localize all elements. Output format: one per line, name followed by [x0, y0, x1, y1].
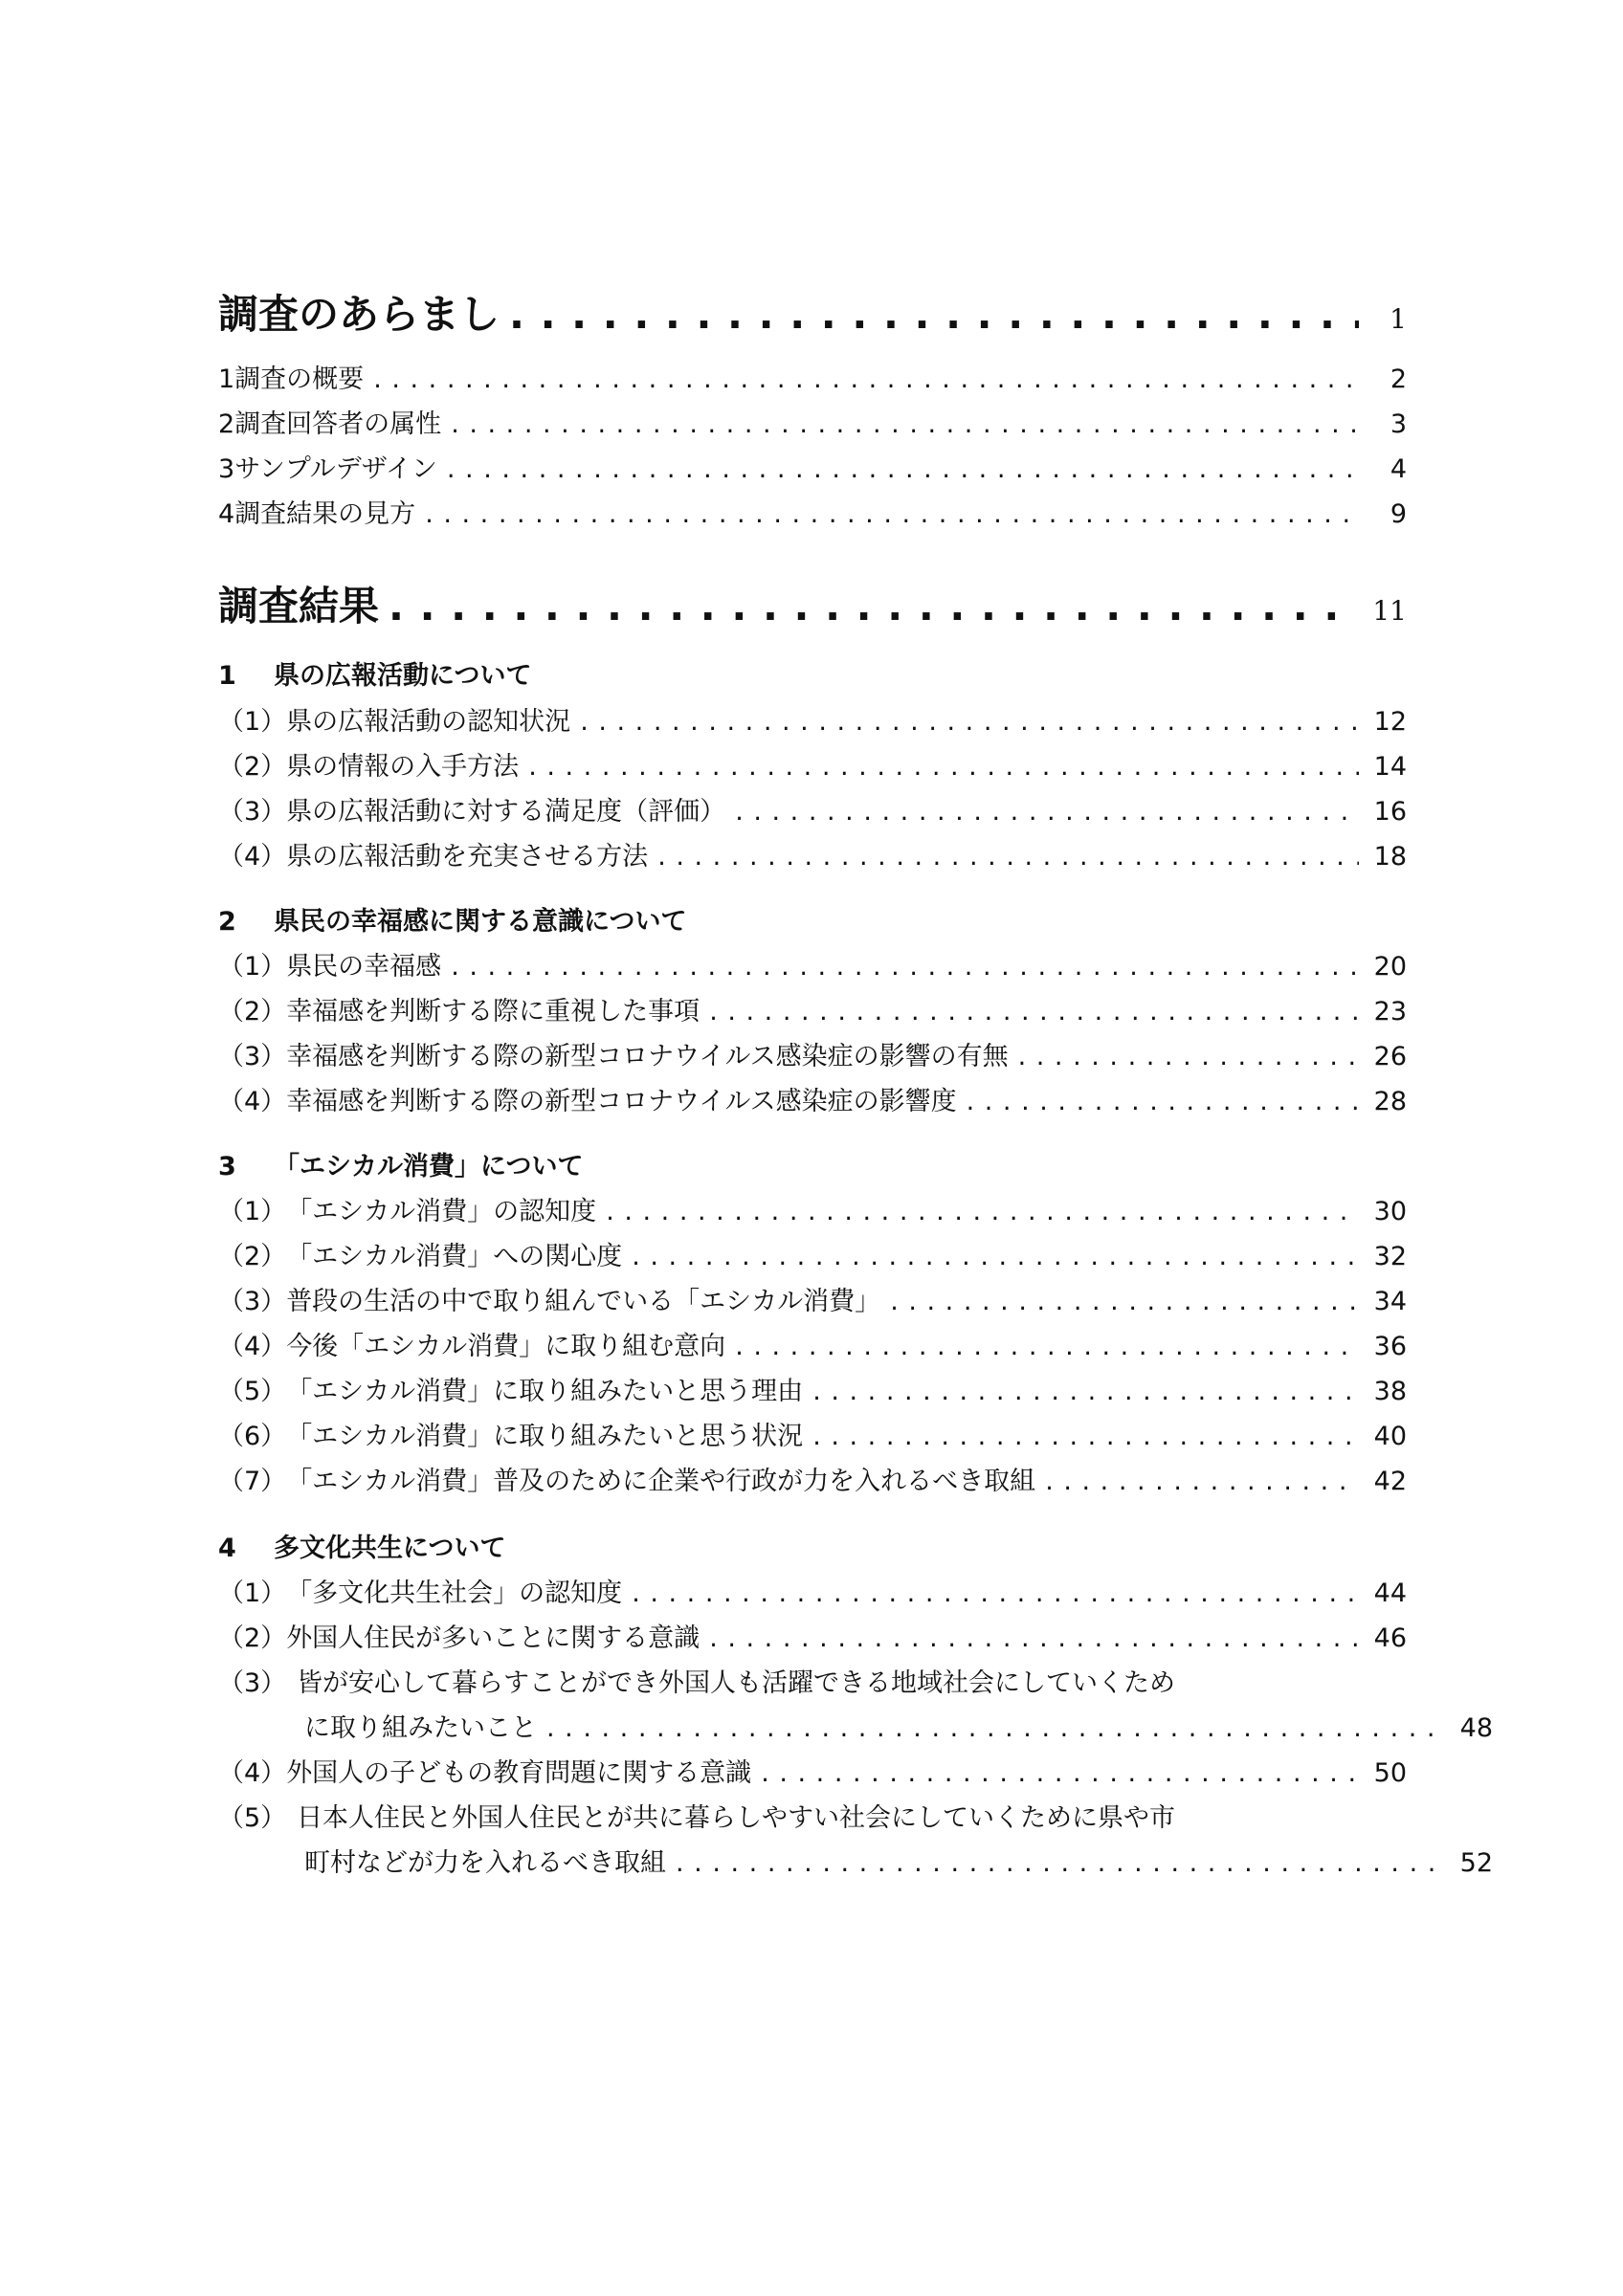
- dot-leader: [546, 1715, 1445, 1741]
- toc-entry[interactable]: [218, 448, 1407, 485]
- subentry-number: （4）: [218, 1332, 287, 1361]
- dot-leader: [451, 954, 1359, 980]
- toc-subentry[interactable]: [218, 1617, 1407, 1654]
- subentry-page: 50: [1373, 1758, 1407, 1788]
- dot-leader: [632, 1244, 1359, 1269]
- subentry-number: （3）: [218, 797, 287, 827]
- subentry-page: 30: [1373, 1197, 1407, 1226]
- subentry-title: 県民の幸福感: [286, 952, 442, 982]
- subentry-title: 日本人住民と外国人住民とが共に暮らしやすい社会にしていくために県や市: [297, 1803, 1175, 1833]
- subentry-title: 「エシカル消費」に取り組みたいと思う状況: [286, 1422, 804, 1451]
- toc-section-heading[interactable]: [218, 1145, 1407, 1182]
- subentry-title: 「エシカル消費」普及のために企業や行政が力を入れるべき取組: [286, 1467, 1036, 1496]
- toc-subentry[interactable]: [218, 945, 1407, 982]
- dot-leader: [1018, 1044, 1359, 1070]
- subentry-title: 「多文化共生社会」の認知度: [286, 1578, 623, 1608]
- subentry-number: （7）: [218, 1467, 287, 1496]
- entry-number: 4: [218, 499, 235, 529]
- chapter-title: 調査結果: [218, 583, 380, 629]
- toc-subentry[interactable]: [218, 1035, 1407, 1072]
- subentry-page: 46: [1373, 1623, 1407, 1653]
- dot-leader: [657, 844, 1359, 870]
- subentry-number: （1）: [218, 952, 287, 982]
- subentry-title: 皆が安心して暮らすことができ外国人も活躍できる地域社会にしていくため: [297, 1668, 1175, 1698]
- toc-entry[interactable]: [218, 358, 1407, 395]
- subentry-title: 「エシカル消費」に取り組みたいと思う理由: [286, 1377, 804, 1406]
- subentry-number: （3）: [218, 1042, 287, 1071]
- section-number: 3: [218, 1152, 236, 1181]
- subentry-title-continued: に取り組みたいこと: [304, 1713, 537, 1743]
- entry-title: サンプルデザイン: [234, 454, 437, 484]
- toc-section-heading[interactable]: [218, 900, 1407, 938]
- dot-leader: [735, 799, 1359, 825]
- entry-title: 調査の概要: [234, 364, 365, 394]
- subentry-title: 外国人の子どもの教育問題に関する意識: [286, 1758, 752, 1788]
- toc-subentry[interactable]: [218, 1235, 1407, 1272]
- toc-chapter[interactable]: [218, 283, 1407, 341]
- toc-subentry-continuation[interactable]: [218, 1842, 1493, 1879]
- section-title: 「エシカル消費」について: [274, 1152, 584, 1181]
- section-title: 県の広報活動について: [274, 661, 532, 691]
- subentry-page: 40: [1373, 1422, 1407, 1451]
- subentry-page: 42: [1373, 1467, 1407, 1496]
- subentry-number: （4）: [218, 1087, 287, 1116]
- dot-leader: [451, 411, 1359, 437]
- subentry-page: 34: [1373, 1287, 1407, 1316]
- toc-subentry[interactable]: [218, 1415, 1407, 1452]
- toc-subentry-continuation[interactable]: [218, 1707, 1493, 1744]
- subentry-title: 県の広報活動を充実させる方法: [286, 842, 649, 872]
- section-number: 1: [218, 661, 236, 691]
- subentry-title: 外国人住民が多いことに関する意識: [286, 1623, 700, 1653]
- dot-leader: [509, 295, 1359, 335]
- toc-subentry[interactable]: [218, 1190, 1407, 1227]
- subentry-number: （3）: [218, 1287, 287, 1316]
- toc-subentry[interactable]: [218, 1080, 1407, 1117]
- toc-subentry[interactable]: [218, 1370, 1407, 1407]
- toc-subentry[interactable]: [218, 1280, 1407, 1317]
- toc-subentry[interactable]: [218, 1460, 1407, 1497]
- subentry-title-continued: 町村などが力を入れるべき取組: [304, 1848, 666, 1878]
- toc-subentry[interactable]: [218, 990, 1407, 1027]
- subentry-number: （5）: [218, 1803, 287, 1833]
- subentry-page: 23: [1373, 997, 1407, 1027]
- subentry-number: （4）: [218, 842, 287, 872]
- subentry-page: 32: [1373, 1242, 1407, 1271]
- subentry-page: 20: [1373, 952, 1407, 982]
- entry-number: 3: [218, 454, 235, 484]
- subentry-title: 普段の生活の中で取り組んでいる「エシカル消費」: [286, 1287, 881, 1316]
- toc-entry[interactable]: [218, 493, 1407, 530]
- subentry-page: 18: [1373, 842, 1407, 872]
- dot-leader: [373, 366, 1359, 392]
- dot-leader: [389, 586, 1359, 627]
- dot-leader: [812, 1379, 1359, 1404]
- dot-leader: [761, 1760, 1359, 1786]
- toc-subentry[interactable]: [218, 1662, 1407, 1699]
- subentry-page: 26: [1373, 1042, 1407, 1071]
- subentry-page: 44: [1373, 1578, 1407, 1608]
- subentry-number: （1）: [218, 1197, 287, 1226]
- toc-subentry[interactable]: [218, 835, 1407, 872]
- subentry-number: （5）: [218, 1377, 287, 1406]
- dot-leader: [709, 999, 1359, 1025]
- subentry-title: 幸福感を判断する際に重視した事項: [286, 997, 700, 1027]
- dot-leader: [890, 1289, 1359, 1314]
- dot-leader: [632, 1580, 1359, 1606]
- subentry-number: （6）: [218, 1422, 287, 1451]
- entry-number: 2: [218, 409, 235, 439]
- toc-subentry[interactable]: [218, 1797, 1407, 1834]
- entry-number: 1: [218, 364, 235, 394]
- subentry-page: 48: [1459, 1713, 1493, 1743]
- subentry-number: （2）: [218, 997, 287, 1027]
- dot-leader: [709, 1625, 1359, 1651]
- subentry-number: （2）: [218, 1242, 287, 1271]
- toc-subentry[interactable]: [218, 790, 1407, 828]
- dot-leader: [606, 1199, 1359, 1225]
- dot-leader: [425, 501, 1359, 527]
- entry-title: 調査結果の見方: [234, 499, 416, 529]
- toc-section-heading[interactable]: [218, 1527, 1407, 1564]
- subentry-number: （1）: [218, 1578, 287, 1608]
- subentry-title: 県の広報活動に対する満足度（評価）: [286, 797, 726, 827]
- dot-leader: [447, 456, 1359, 482]
- subentry-title: 「エシカル消費」の認知度: [286, 1197, 597, 1226]
- subentry-number: （2）: [218, 1623, 287, 1653]
- toc-chapter[interactable]: [218, 575, 1407, 632]
- chapter-page: 1: [1390, 303, 1407, 335]
- toc-subentry[interactable]: [218, 700, 1407, 738]
- subentry-title: 県の広報活動の認知状況: [286, 707, 571, 737]
- dot-leader: [580, 709, 1359, 735]
- dot-leader: [676, 1850, 1445, 1876]
- dot-leader: [967, 1089, 1359, 1115]
- entry-title: 調査回答者の属性: [234, 409, 442, 439]
- entry-page: 3: [1390, 409, 1407, 439]
- toc-subentry[interactable]: [218, 745, 1407, 783]
- subentry-number: （4）: [218, 1758, 287, 1788]
- subentry-number: （3）: [218, 1668, 287, 1698]
- subentry-page: 28: [1373, 1087, 1407, 1116]
- toc-section-heading[interactable]: [218, 654, 1407, 692]
- dot-leader: [735, 1334, 1359, 1359]
- toc-subentry[interactable]: [218, 1572, 1407, 1609]
- subentry-page: 14: [1373, 752, 1407, 782]
- chapter-title: 調査のあらまし: [218, 291, 500, 338]
- subentry-page: 52: [1459, 1848, 1493, 1878]
- subentry-title: 幸福感を判断する際の新型コロナウイルス感染症の影響の有無: [286, 1042, 1009, 1071]
- entry-page: 2: [1390, 364, 1407, 394]
- section-title: 県民の幸福感に関する意識について: [274, 907, 687, 937]
- subentry-page: 16: [1373, 797, 1407, 827]
- subentry-page: 38: [1373, 1377, 1407, 1406]
- subentry-number: （2）: [218, 752, 287, 782]
- entry-page: 4: [1390, 454, 1407, 484]
- section-title: 多文化共生について: [274, 1534, 506, 1563]
- section-number: 2: [218, 907, 236, 937]
- entry-page: 9: [1390, 499, 1407, 529]
- chapter-page: 11: [1372, 595, 1407, 627]
- subentry-title: 「エシカル消費」への関心度: [286, 1242, 623, 1271]
- section-number: 4: [218, 1534, 236, 1563]
- dot-leader: [1045, 1468, 1359, 1494]
- subentry-title: 県の情報の入手方法: [286, 752, 520, 782]
- subentry-title: 今後「エシカル消費」に取り組む意向: [286, 1332, 726, 1361]
- toc-entry[interactable]: [218, 403, 1407, 440]
- dot-leader: [812, 1424, 1359, 1449]
- subentry-page: 36: [1373, 1332, 1407, 1361]
- dot-leader: [528, 754, 1359, 780]
- toc-subentry[interactable]: [218, 1325, 1407, 1362]
- subentry-page: 12: [1373, 707, 1407, 737]
- subentry-number: （1）: [218, 707, 287, 737]
- subentry-title: 幸福感を判断する際の新型コロナウイルス感染症の影響度: [286, 1087, 957, 1116]
- toc-subentry[interactable]: [218, 1752, 1407, 1789]
